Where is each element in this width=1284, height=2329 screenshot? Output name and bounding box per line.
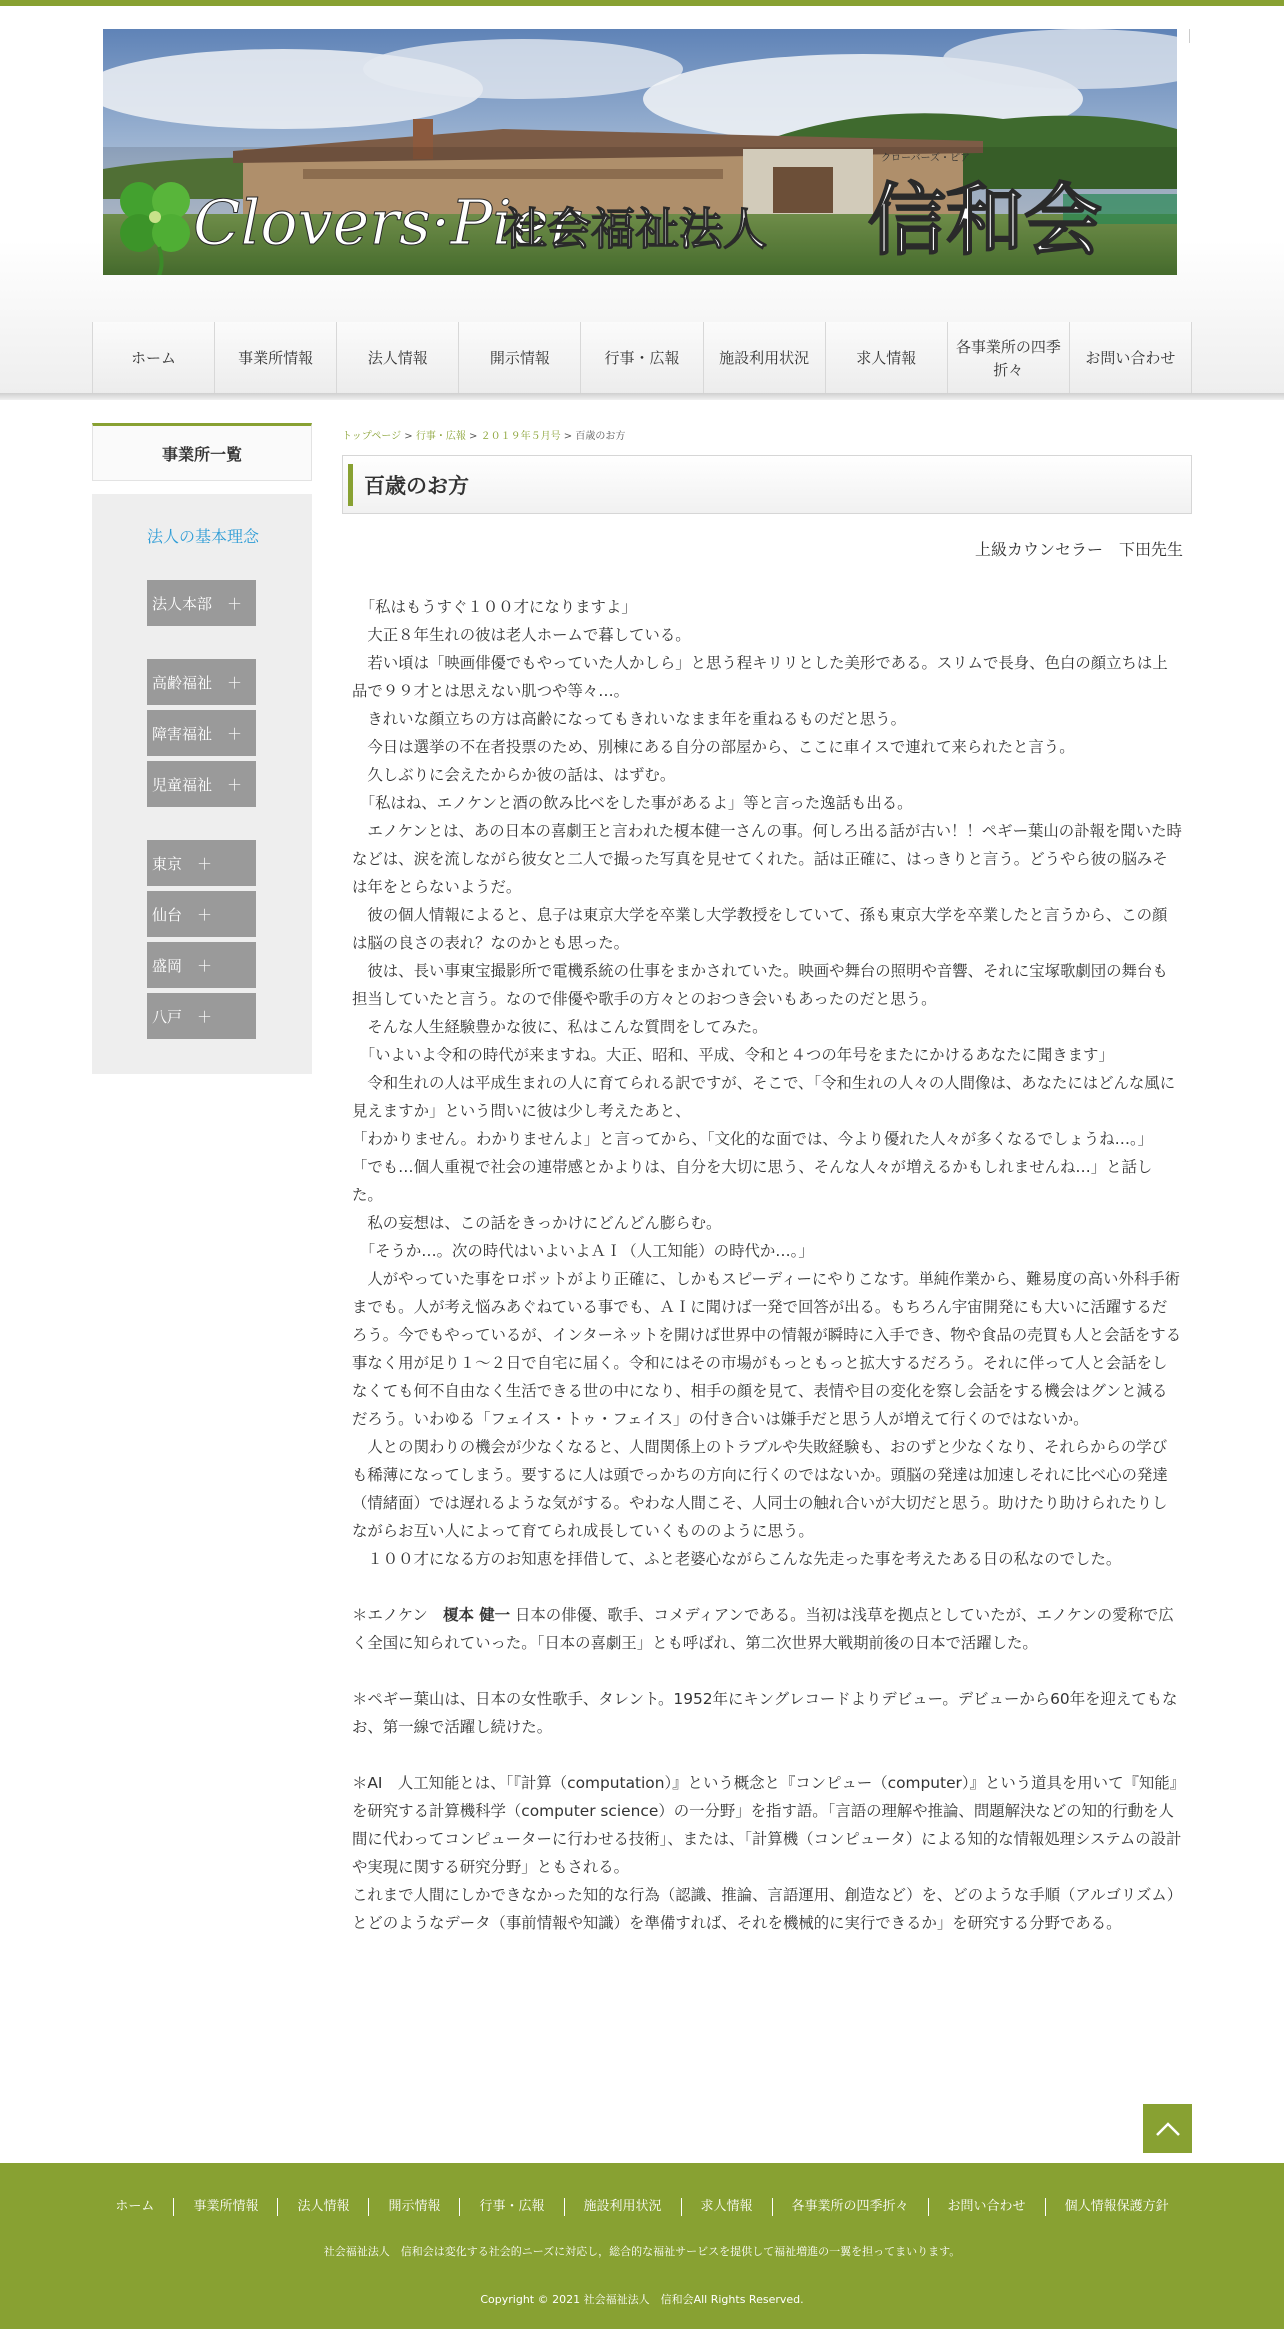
article-paragraph: エノケンとは、あの日本の喜劇王と言われた榎本健一さんの事。何しろ出る話が古い！！ペギー葉山の訃報を聞いた時などは、涙を流しながら彼女と二人で撮った写真を見せてくれた。話は正確に、はっきりと言う。どうやら彼の脳みそは年をとらないようだ。 <box>352 822 1182 896</box>
breadcrumb-current: 百歳のお方 <box>575 431 626 442</box>
nav-bottom-bar <box>0 393 1284 400</box>
sidebar-item-sendai[interactable]: 仙台 ＋ <box>147 891 256 939</box>
footer-link-events[interactable]: 行事・広報 <box>459 2198 563 2216</box>
article-paragraph: 「いよいよ令和の時代が来ますね。大正、昭和、平成、令和と４つの年号をまたにかけるあなたに聞きます」 <box>352 1046 1114 1064</box>
footer-link-corporation[interactable]: 法人情報 <box>277 2198 368 2216</box>
nav-item-seasons[interactable]: 各事業所の四季折々 <box>948 322 1070 395</box>
paragraph-gap <box>352 1573 1182 1601</box>
nav-item-usage[interactable]: 施設利用状況 <box>704 322 826 395</box>
breadcrumb-separator: > <box>465 431 481 442</box>
nav-item-corporation[interactable]: 法人情報 <box>337 322 459 395</box>
site-footer <box>0 2163 1284 2329</box>
nav-item-contact[interactable]: お問い合わせ <box>1070 322 1192 395</box>
sidebar-heading: 事業所一覧 <box>92 423 312 481</box>
breadcrumb <box>342 427 625 442</box>
article-paragraph: 彼は、長い事東宝撮影所で電機系統の仕事をまかされていた。映画や舞台の照明や音響、それに宝塚歌劇団の舞台も担当していたと言う。なので俳優や歌手の方々とのおつき会いもあったのだと思う。 <box>352 962 1168 1008</box>
article-paragraph: そんな人生経験豊かな彼に、私はこんな質問をしてみた。 <box>352 1018 768 1036</box>
footnote-peggy: ＊ペギー葉山は、日本の女性歌手、タレント。1952年にキングレコードよりデビュー。デビューから60年を迎えてもなお、第一線で活躍し続けた。 <box>352 1690 1178 1736</box>
chevron-up-icon <box>1155 2121 1181 2137</box>
article-paragraph: 「わかりません。わかりませんよ」と言ってから、「文化的な面では、今より優れた人々が多くなるでしょうね…。」 <box>352 1130 1154 1148</box>
article-paragraph: 久しぶりに会えたからか彼の話は、はずむ。 <box>352 766 676 784</box>
footer-description: 社会福祉法人 信和会は変化する社会的ニーズに対応し，総合的な福祉サービスを提供して福祉増進の一翼を担ってまいります。 <box>323 2245 961 2258</box>
sidebar-item-tokyo[interactable]: 東京 ＋ <box>147 840 256 888</box>
sidebar-item-headquarters[interactable]: 法人本部 ＋ <box>147 580 256 628</box>
breadcrumb-separator: > <box>560 431 576 442</box>
article-paragraph: 「私はもうすぐ１００才になりますよ」 <box>352 598 637 616</box>
breadcrumb-home[interactable]: トップページ <box>342 431 402 442</box>
sidebar <box>92 494 312 1074</box>
footnote-ai-continued: これまで人間にしかできなかった知的な行為（認識、推論、言語運用、創造など）を、どのような手順（アルゴリズム）とどのようなデータ（事前情報や知識）を準備すれば、それを機械的に実行できるか」を研究する分野である。 <box>352 1886 1175 1932</box>
article-paragraph: 私の妄想は、この話をきっかけにどんどん膨らむ。 <box>352 1214 722 1232</box>
article-paragraph: 「そうか…。次の時代はいよいよＡＩ（人工知能）の時代か…。」 <box>352 1242 814 1260</box>
sidebar-item-child-welfare[interactable]: 児童福祉 ＋ <box>147 761 256 809</box>
sidebar-item-elderly-welfare[interactable]: 高齢福祉 ＋ <box>147 659 256 707</box>
page-title-box <box>342 455 1192 514</box>
global-nav <box>92 322 1192 395</box>
nav-item-facilities[interactable]: 事業所情報 <box>215 322 337 395</box>
footnote-enoken <box>352 1601 1182 1657</box>
footnote-name: 榎本 健一 <box>443 1606 511 1624</box>
title-accent-bar <box>348 464 353 506</box>
nav-item-disclosure[interactable]: 開示情報 <box>459 322 581 395</box>
breadcrumb-category[interactable]: 行事・広報 <box>415 431 466 442</box>
paragraph-gap <box>352 1657 1182 1685</box>
article-paragraph: 大正８年生れの彼は老人ホームで暮している。 <box>352 626 691 644</box>
footer-link-usage[interactable]: 施設利用状況 <box>564 2198 681 2216</box>
header-divider <box>1189 29 1190 43</box>
banner-photo <box>103 29 1177 275</box>
sidebar-link-philosophy[interactable]: 法人の基本理念 <box>147 527 260 546</box>
svg-text:信和会: 信和会 <box>868 175 1103 266</box>
footer-link-facilities[interactable]: 事業所情報 <box>173 2198 277 2216</box>
breadcrumb-separator: > <box>401 431 416 442</box>
article-paragraph: 今日は選挙の不在者投票のため、別棟にある自分の部屋から、ここに車イスで連れて来られたと言う。 <box>352 738 1075 756</box>
page-title: 百歳のお方 <box>364 473 469 498</box>
svg-text:クローバーズ・ピア: クローバーズ・ピア <box>881 153 970 164</box>
paragraph-gap <box>352 1741 1182 1769</box>
nav-item-events[interactable]: 行事・広報 <box>581 322 703 395</box>
article-paragraph: 「でも…個人重視で社会の連帯感とかよりは、自分を大切に思う、そんな人々が増えるかもしれませんね…」と話した。 <box>352 1158 1153 1204</box>
footnote-prefix: ＊エノケン <box>352 1606 444 1624</box>
article-paragraph: 彼の個人情報によると、息子は東京大学を卒業し大学教授をしていて、孫も東京大学を卒業したと言うから、この顔は脳の良さの表れ？なのかとも思った。 <box>352 906 1168 952</box>
copyright: Copyright © 2021 社会福祉法人 信和会All Rights Reserved. <box>480 2293 804 2306</box>
breadcrumb-month[interactable]: ２０１９年５月号 <box>480 431 561 442</box>
svg-text:Clovers·Pier: Clovers·Pier <box>193 186 579 259</box>
page-top-button[interactable] <box>1143 2104 1192 2153</box>
sidebar-item-disability-welfare[interactable]: 障害福祉 ＋ <box>147 710 256 758</box>
header-banner[interactable] <box>103 29 1177 275</box>
footnote-ai: ＊AI 人工知能とは、「『計算（computation）』という概念と『コンピュー（computer）』という道具を用いて『知能』を研究する計算機科学（computer science）の一分野」を指す語。「言語の理解や推論、問題解決などの知的行動を人間に代わってコンピューターに行わせる技術」、または、「計算機（コンピュータ）による知的な情報処理システムの設計や実現に関する研究分野」ともされる。 <box>352 1774 1182 1876</box>
footer-link-disclosure[interactable]: 開示情報 <box>368 2198 459 2216</box>
footer-link-seasons[interactable]: 各事業所の四季折々 <box>772 2198 928 2216</box>
sidebar-item-morioka[interactable]: 盛岡 ＋ <box>147 942 256 990</box>
article-paragraph: きれいな顔立ちの方は高齢になってもきれいなまま年を重ねるものだと思う。 <box>352 710 907 728</box>
article-author: 上級カウンセラー 下田先生 <box>974 540 1183 559</box>
sidebar-item-hachinohe[interactable]: 八戸 ＋ <box>147 993 256 1041</box>
footer-link-privacy[interactable]: 個人情報保護方針 <box>1045 2198 1188 2216</box>
svg-text:社会福祉法人: 社会福祉法人 <box>503 204 767 255</box>
article-paragraph: 令和生れの人は平成生まれの人に育てられる訳ですが、そこで、「令和生れの人々の人間像は、あなたにはどんな風に見えますか」という問いに彼は少し考えたあと、 <box>352 1074 1176 1120</box>
article-paragraph: 人がやっていた事をロボットがより正確に、しかもスピーディーにやりこなす。単純作業から、難易度の高い外科手術までも。人が考え悩みあぐねている事でも、ＡＩに聞けば一発で回答が出る。もちろん宇宙開発にも大いに活躍するだろう。今でもやっているが、インターネットを開けば世界中の情報が瞬時に入手でき、物や食品の売買も人と会話をする事なく用が足り１～２日で自宅に届く。令和にはその市場がもっともっと拡大するだろう。それに伴って人と会話をしなくても何不自由なく生活できる世の中になり、相手の顔を見て、表情や目の変化を察し会話をする機会はグンと減るだろう。いわゆる「フェイス・トゥ・フェイス」の付き合いは嫌手だと思う人が増えて行くのではないか。 <box>352 1270 1182 1428</box>
nav-item-recruit[interactable]: 求人情報 <box>826 322 948 395</box>
footer-link-recruit[interactable]: 求人情報 <box>681 2198 772 2216</box>
article-paragraph: 人との関わりの機会が少なくなると、人間関係上のトラブルや失敗経験も、おのずと少なくなり、それらからの学びも稀薄になってしまう。要するに人は頭でっかちの方向に行くのではないか。頭脳の発達は加速しそれに比べ心の発達（情緒面）では遅れるような気がする。やわな人間こそ、人同士の触れ合いが大切だと思う。助けたり助けられたりしながらお互い人によって育てられ成長していくもののように思う。 <box>352 1438 1168 1540</box>
article-body <box>352 593 1182 1937</box>
footer-link-contact[interactable]: お問い合わせ <box>928 2198 1045 2216</box>
footnote-text: 日本の俳優、歌手、コメディアンである。当初は浅草を拠点としていたが、エノケンの愛称で広く全国に知られていった。「日本の喜劇王」とも呼ばれ、第二次世界大戦期前後の日本で活躍した。 <box>352 1606 1174 1652</box>
footer-nav <box>0 2198 1284 2216</box>
article-paragraph: 「私はね、エノケンと酒の飲み比べをした事があるよ」等と言った逸話も出る。 <box>352 794 913 812</box>
footer-link-home[interactable]: ホーム <box>115 2199 155 2214</box>
article-paragraph: １００才になる方のお知恵を拝借して、ふと老婆心ながらこんな先走った事を考えたある日の私なのでした。 <box>352 1550 1122 1568</box>
article-paragraph: 若い頃は「映画俳優でもやっていた人かしら」と思う程キリリとした美形である。スリムで長身、色白の顔立ちは上品で９９才とは思えない肌つや等々…。 <box>352 654 1168 700</box>
nav-item-home[interactable]: ホーム <box>93 322 215 395</box>
